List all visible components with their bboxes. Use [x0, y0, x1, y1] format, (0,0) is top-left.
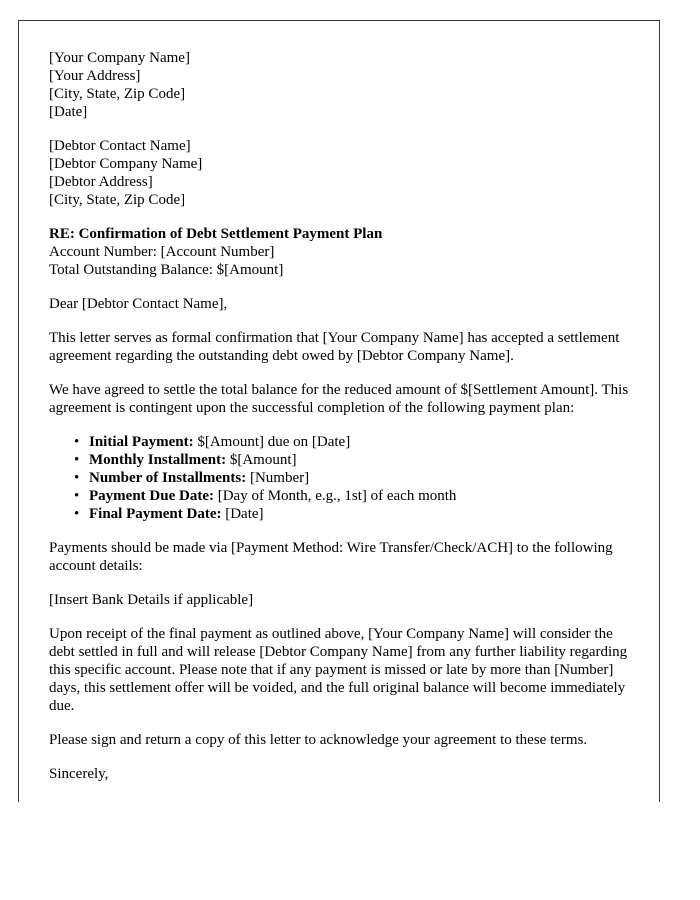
recipient-city-state-zip: [City, State, Zip Code] [49, 192, 186, 208]
letter-body [49, 49, 634, 799]
re-block [49, 225, 634, 279]
bullet-icon: • [74, 506, 80, 522]
bullet-icon: • [74, 470, 80, 486]
letter-date: [Date] [49, 104, 88, 120]
term-label: Number of Installments: [89, 470, 247, 486]
term-value: [Number] [246, 470, 310, 486]
list-item [74, 487, 634, 505]
term-value: [Date] [221, 506, 264, 522]
re-subject: RE: Confirmation of Debt Settlement Payment Plan [49, 226, 383, 242]
agreement-paragraph: We have agreed to settle the total balance for the reduced amount of $[Settlement Amount]. This agreement is contingent upon the successful completion of the following payment plan: [49, 382, 629, 416]
bank-details-paragraph: [Insert Bank Details if applicable] [49, 592, 254, 608]
bullet-icon: • [74, 452, 80, 468]
account-number: Account Number: [Account Number] [49, 244, 275, 260]
term-value: [Day of Month, e.g., 1st] of each month [213, 488, 457, 504]
list-item [74, 505, 634, 523]
intro-paragraph: This letter serves as formal confirmation that [Your Company Name] has accepted a settlement agreement regarding the outstanding debt owed by [Debtor Company Name]. [49, 330, 620, 364]
list-item [74, 469, 634, 487]
letter-page [18, 20, 660, 802]
bullet-icon: • [74, 434, 80, 450]
recipient-address-block [49, 137, 634, 209]
release-paragraph: Upon receipt of the final payment as outlined above, [Your Company Name] will consider the debt settled in full and will release [Debtor Company Name] from any further liability regarding this specific account. Please note that if any payment is missed or late by more than [Number] days, this settlement offer will be voided, and the full original balance will become immediately due. [49, 626, 628, 714]
sender-city-state-zip: [City, State, Zip Code] [49, 86, 186, 102]
recipient-contact: [Debtor Contact Name] [49, 138, 191, 154]
term-value: $[Amount] [226, 452, 297, 468]
term-value: $[Amount] due on [Date] [193, 434, 351, 450]
list-item [74, 451, 634, 469]
recipient-company: [Debtor Company Name] [49, 156, 203, 172]
term-label: Monthly Installment: [89, 452, 227, 468]
sender-address: [Your Address] [49, 68, 141, 84]
sender-company: [Your Company Name] [49, 50, 190, 66]
salutation: Dear [Debtor Contact Name], [49, 296, 228, 312]
total-outstanding-balance: Total Outstanding Balance: $[Amount] [49, 262, 284, 278]
sender-address-block [49, 49, 634, 121]
sign-request-paragraph: Please sign and return a copy of this letter to acknowledge your agreement to these terms. [49, 732, 588, 748]
payment-method-paragraph: Payments should be made via [Payment Method: Wire Transfer/Check/ACH] to the following account details: [49, 540, 613, 574]
term-label: Final Payment Date: [89, 506, 222, 522]
term-label: Payment Due Date: [89, 488, 214, 504]
list-item [74, 433, 634, 451]
closing: Sincerely, [49, 766, 109, 782]
recipient-address: [Debtor Address] [49, 174, 153, 190]
bullet-icon: • [74, 488, 80, 504]
term-label: Initial Payment: [89, 434, 194, 450]
payment-terms-list [49, 433, 634, 523]
